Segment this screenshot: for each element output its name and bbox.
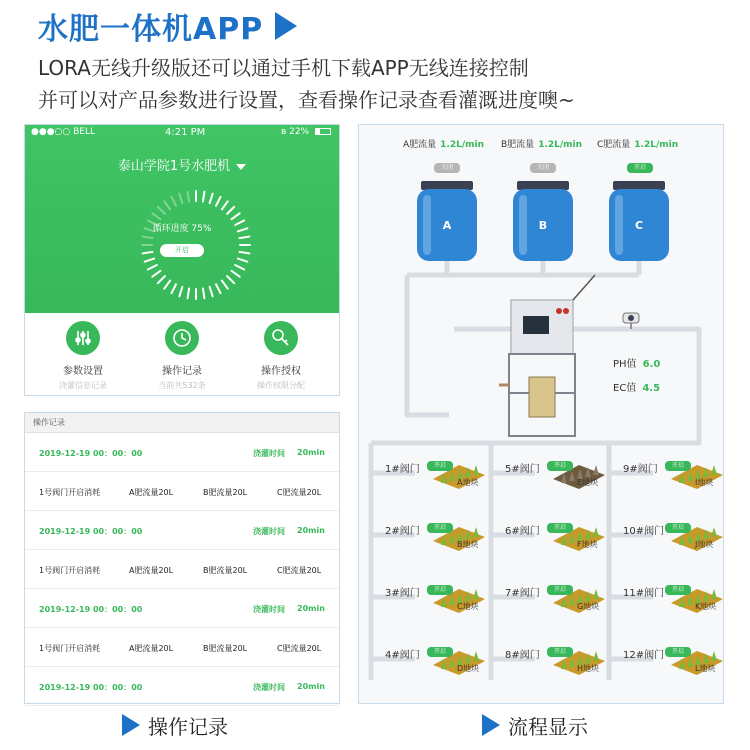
progress-tick [152,213,160,219]
caption-records [122,712,228,738]
ec-readout [613,379,660,394]
plot-label: K地块 [695,602,717,611]
start-button[interactable]: 开启 [160,244,204,257]
operation-records-panel [24,412,340,704]
record-valve: 1号阀门开启消耗 [39,488,101,497]
valve-status-toggle[interactable]: 开启 [665,585,691,595]
record-fert-b: B肥流量20L [203,488,248,497]
cycle-progress-label: 循环进度 75% [152,224,212,234]
progress-tick [164,281,170,289]
ec-value: 4.5 [642,383,661,394]
indicator-light [563,308,569,314]
fert-rate: 1.2L/min [538,140,583,150]
battery-icon [315,128,331,135]
progress-tick [216,197,221,206]
tank-cap [421,181,473,190]
valve-label: 12#阀门 [623,650,665,661]
control-screen [523,316,549,334]
indicator-light [556,308,562,314]
progress-tick [210,194,213,204]
fert-tank-a [417,181,477,261]
crop-sprout [473,465,479,475]
plot-label: G地块 [577,602,600,611]
valve-status-toggle[interactable]: 开启 [665,461,691,471]
progress-tick [152,271,160,277]
record-detail-row[interactable] [25,472,339,511]
records-list [25,433,339,706]
tank-highlight [615,195,623,255]
progress-tick [210,287,213,297]
menu-item-settings[interactable] [31,317,135,393]
menu-hint: 浇灌信息记录 [59,381,107,390]
ph-value: 6.0 [642,359,661,370]
valve-status-toggle[interactable]: 开启 [547,647,573,657]
fert-rate-b [501,137,582,150]
valve-status-toggle[interactable]: 开启 [427,461,453,471]
record-duration: 20min [297,604,325,613]
ph-label: PH值 [613,359,637,370]
record-time: 2019-12-19 00：00：00 [39,683,143,692]
plot-label: A地块 [457,478,479,487]
record-duration-label: 浇灌时间 [253,683,285,692]
lora-antenna [573,275,595,300]
plot-label: H地块 [577,664,600,673]
progress-tick [238,259,248,262]
page-title: 水肥一体机APP [38,12,264,47]
record-duration: 20min [297,448,325,457]
valve-label: 5#阀门 [505,464,540,475]
record-time-row[interactable] [25,433,339,472]
fertigation-machine [499,275,595,436]
plot-label: C地块 [457,602,479,611]
crop-sprout [593,465,599,475]
subtitle-line-1: LORA无线升级版还可以通过手机下载APP无线连接控制 [38,56,529,80]
fert-name: B肥流量 [501,140,535,150]
device-name: 泰山学院1号水肥机 [117,159,231,174]
chevron-down-icon [236,164,246,170]
crop-sprout [473,589,479,599]
headline [38,6,297,46]
record-time-row[interactable] [25,667,339,706]
record-fert-a: A肥流量20L [129,488,174,497]
subtitle-line-2: 并可以对产品参数进行设置，查看操作记录查看灌溉进度噢~ [38,88,575,112]
record-fert-b: B肥流量20L [203,566,248,575]
valve-label: 7#阀门 [505,588,540,599]
progress-tick [203,192,205,202]
valve-status-toggle[interactable]: 开启 [665,523,691,533]
record-duration: 20min [297,682,325,691]
plot-label: F地块 [577,540,598,549]
menu-label: 操作授权 [261,366,301,377]
valve-label: 6#阀门 [505,526,540,537]
record-detail-row[interactable] [25,550,339,589]
status-bar [25,127,339,141]
progress-tick [158,276,165,283]
crop-sprout [711,589,717,599]
progress-tick [227,207,234,214]
progress-tick [227,276,234,283]
valve-status-toggle[interactable]: 开启 [427,523,453,533]
record-time: 2019-12-19 00：00：00 [39,449,143,458]
progress-tick [143,237,153,239]
menu-hint: 当前共532条 [158,381,206,390]
plot-label: B地块 [457,540,479,549]
fert-rate-a [403,137,484,150]
progress-tick [222,281,228,289]
caption-flow [482,712,588,738]
dosing-pump [529,377,555,417]
progress-tick [239,252,249,254]
ec-label: EC值 [613,383,637,394]
fert-tank-b [513,181,573,261]
fert-rate: 1.2L/min [634,140,679,150]
tank-cap [517,181,569,190]
battery-percent: 22% [289,127,310,137]
valve-label: 10#阀门 [623,526,665,537]
record-time: 2019-12-19 00：00：00 [39,605,143,614]
crop-sprout [711,465,717,475]
ph-readout [613,355,660,370]
progress-tick [179,194,182,204]
app-header-panel [25,125,339,313]
fert-tank-c [609,181,669,261]
plot-label: I地块 [695,478,714,487]
phone-app-screen [24,124,340,396]
record-fert-c: C肥流量20L [277,644,322,653]
progress-tick [171,197,176,206]
clock-icon [165,321,199,355]
valve-label: 9#阀门 [623,464,658,475]
valve-status-toggle[interactable]: 开启 [547,523,573,533]
tank-c-status-toggle[interactable]: 开启 [627,163,653,173]
main-supply-pipe [407,275,449,415]
tank-b-status-toggle[interactable]: 关闭 [530,163,556,173]
crop-sprout [473,651,479,661]
progress-tick [164,201,170,209]
valve-label: 1#阀门 [385,464,420,475]
record-duration-label: 浇灌时间 [253,449,285,458]
crop-sprout [593,651,599,661]
progress-tick [171,284,176,293]
record-time: 2019-12-19 00：00：00 [39,527,143,536]
device-selector[interactable] [25,155,339,174]
play-arrow-icon [275,12,297,40]
plot-label: L地块 [695,664,716,673]
progress-tick [179,287,182,297]
record-valve: 1号阀门开启消耗 [39,644,101,653]
progress-tick [188,192,190,202]
record-duration: 20min [297,526,325,535]
record-duration-label: 浇灌时间 [253,527,285,536]
valve-status-toggle[interactable]: 开启 [547,585,573,595]
progress-tick [232,213,240,219]
record-fert-a: A肥流量20L [129,566,174,575]
caption-text: 操作记录 [148,714,228,739]
records-header: 操作记录 [25,413,339,433]
record-time-row[interactable] [25,511,339,550]
menu-label: 参数设置 [63,366,103,377]
tank-letter: A [442,219,452,232]
bluetooth-icon: ʙ [281,127,287,137]
valve-label: 3#阀门 [385,588,420,599]
caption-text: 流程显示 [508,714,588,739]
record-detail-row[interactable] [25,628,339,667]
progress-tick [222,201,228,209]
valve-status-toggle[interactable]: 开启 [547,461,573,471]
crop-sprout [593,527,599,537]
record-duration-label: 浇灌时间 [253,605,285,614]
plot-label: D地块 [457,664,480,673]
valve-label: 8#阀门 [505,650,540,661]
progress-tick [235,265,244,270]
tank-letter: C [634,219,644,232]
flow-display-panel [358,124,724,704]
menu-label: 操作记录 [162,366,202,377]
record-time-row[interactable] [25,589,339,628]
menu-item-records[interactable] [130,317,234,393]
record-fert-c: C肥流量20L [277,566,322,575]
menu-item-authorization[interactable] [229,317,333,393]
crop-sprout [473,527,479,537]
play-arrow-icon [482,714,500,736]
menu-hint: 操作权限分配 [257,381,305,390]
fert-rate: 1.2L/min [440,140,485,150]
battery-status [281,127,331,137]
record-fert-a: A肥流量20L [129,644,174,653]
plot-label: J地块 [695,540,714,549]
tank-highlight [519,195,527,255]
tank-letter: B [538,219,548,232]
sliders-icon [66,321,100,355]
progress-tick [145,259,155,262]
tank-a-status-toggle[interactable]: 关闭 [434,163,460,173]
progress-tick [232,271,240,277]
key-icon [264,321,298,355]
plot-label: E地块 [577,478,599,487]
crop-sprout [711,651,717,661]
play-arrow-icon [122,714,140,736]
valve-label: 4#阀门 [385,650,420,661]
progress-tick [188,288,190,298]
valve-status-toggle[interactable]: 开启 [427,647,453,657]
progress-tick [203,288,205,298]
crop-sprout [593,589,599,599]
record-valve: 1号阀门开启消耗 [39,566,101,575]
record-fert-c: C肥流量20L [277,488,322,497]
valve-status-toggle[interactable]: 开启 [665,647,691,657]
progress-tick [143,252,153,254]
progress-tick [148,265,157,270]
fert-name: C肥流量 [597,140,631,150]
carrier-signal: ●●●○○ BELL [31,127,96,137]
record-fert-b: B肥流量20L [203,644,248,653]
tank-cap [613,181,665,190]
progress-tick [216,284,221,293]
valve-label: 2#阀门 [385,526,420,537]
valve-label: 11#阀门 [623,588,665,599]
clock: 4:21 PM [165,127,206,138]
tank-highlight [423,195,431,255]
fert-rate-c [597,137,678,150]
progress-tick [158,207,165,214]
valve-status-toggle[interactable]: 开启 [427,585,453,595]
fert-name: A肥流量 [403,140,437,150]
pipe-network [359,125,724,704]
crop-sprout [711,527,717,537]
progress-tick [239,237,249,239]
